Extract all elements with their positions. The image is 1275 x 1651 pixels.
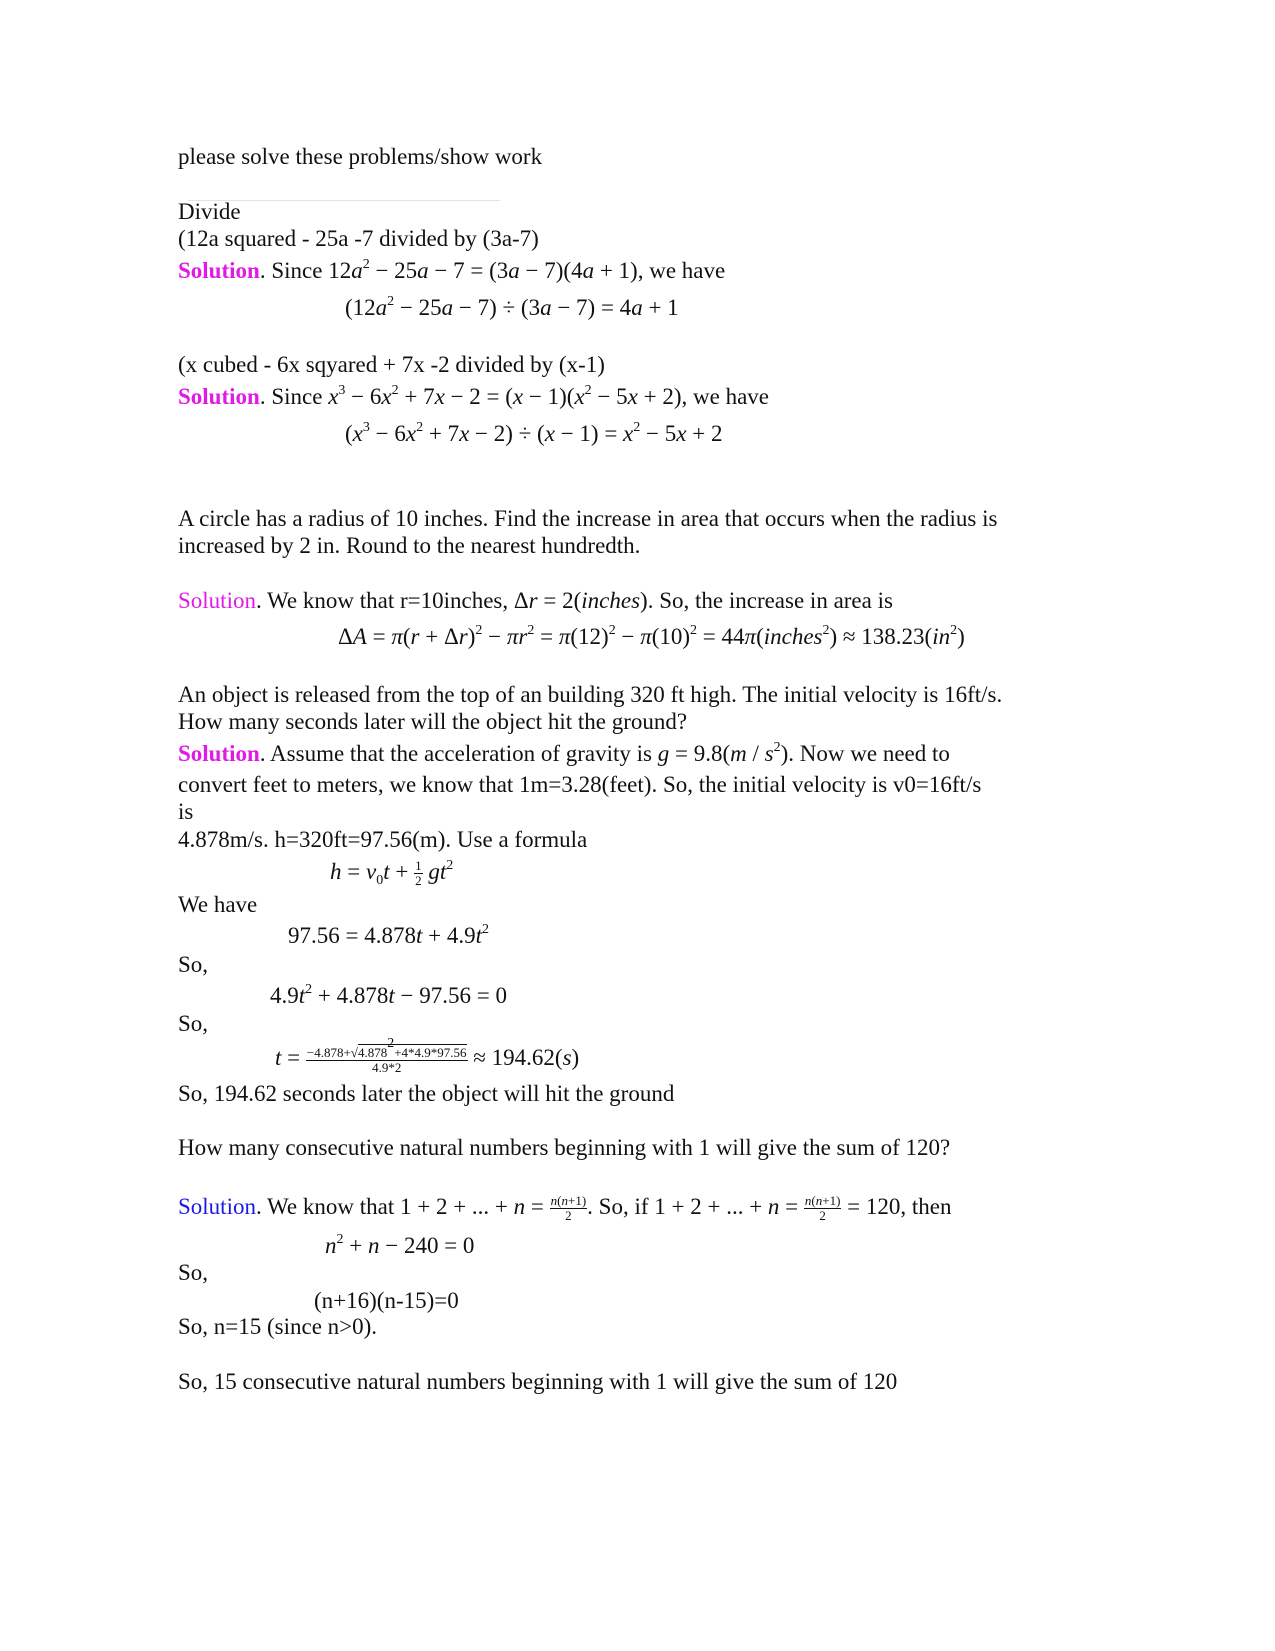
p5-solution-label: Solution [178,1194,256,1219]
p5-so-n: So, n=15 (since n>0). [178,1314,378,1339]
p2-solution-line: Solution. Since $x^3 - 6x^2 + 7x - 2 = (x - 1)(x^2 - 5x + 2)$, we have [178,383,769,409]
p5-conclusion: So, 15 consecutive natural numbers beginning with 1 will give the sum of 120 [178,1369,898,1394]
p5-sum-formula: 1 + 2 + ... + n = $\frac{n(n+1)}{2}$ [399,1193,587,1224]
p4-so-2: So, [178,1011,209,1036]
p4-formula: $h = v_0t$ + $\frac{1}{2}$ $gt^2$ [330,858,454,889]
p2-result-equation: $(x^3 - 6x^2 + 7x - 2) \div (x - 1) = x^2 - 5x + 2$ [345,420,723,446]
p3-delta-r: Δr = 2(inches) [513,588,648,613]
p5-solution-line: Solution. We know that 1 + 2 + ... + n = $\frac{n(n+1)}{2}$ . So, if 1 + 2 + ... + n = $\frac{n(n+1)}{2}$ = 120, then [178,1193,952,1224]
p4-solution-line: Solution. Assume that the acceleration of gravity is $g = 9.8(m / s^2)$. Now we need to [178,740,950,766]
p3-solution-line: Solution. We know that r=10inches, Δr = 2(inches). So, the increase in area is [178,588,893,613]
p3-problem-line2: increased by 2 in. Round to the nearest hundredth. [178,533,641,558]
p1-title: Divide [178,199,241,224]
p3-solution-label: Solution [178,588,256,613]
p4-we-have: We have [178,892,258,917]
p3-problem-line1: A circle has a radius of 10 inches. Find the increase in area that occurs when the radius is [178,506,998,531]
p1-solution-line: Solution. Since $12a^2 - 25a - 7 = (3a - 7)(4a + 1)$, we have [178,257,726,283]
p5-quadratic: $n^2 + n - 240 = 0$ [325,1232,475,1258]
p4-so-1: So, [178,952,209,977]
p2-problem: (x cubed - 6x sqyared + 7x -2 divided by (x-1) [178,352,605,377]
p4-problem-line1: An object is released from the top of an building 320 ft high. The initial velocity is 16ft/s. [178,682,1003,707]
p4-gravity: $g = 9.8(m / s^2)$ [657,740,789,766]
p4-substituted-equation: $97.56 = 4.878t + 4.9t^2$ [288,922,489,948]
p1-solution-label: Solution [178,258,260,283]
p5-so: So, [178,1260,209,1285]
p4-line2: convert feet to meters, we know that 1m=3.28(feet). So, the initial velocity is v0=16ft/s [178,772,982,797]
p4-quadratic-solution: t = $\frac{-4.878+√4.878^2+4*4.9*97.56}{4.9*2}$ ≈ 194.62(s) [275,1036,580,1076]
p5-factored: (n+16)(n-15)=0 [314,1288,459,1313]
page-heading: please solve these problems/show work [178,144,543,169]
p5-problem: How many consecutive natural numbers beginning with 1 will give the sum of 120? [178,1135,951,1160]
p1-problem: (12a squared - 25a -7 divided by (3a-7) [178,226,539,251]
p2-factor-equation: $x^3 - 6x^2 + 7x - 2 = (x - 1)(x^2 - 5x + 2)$ [328,383,682,409]
p4-conclusion: So, 194.62 seconds later the object will hit the ground [178,1081,675,1106]
p4-line4: 4.878m/s. h=320ft=97.56(m). Use a formula [178,827,588,852]
p5-sum-equation: 1 + 2 + ... + n = $\frac{n(n+1)}{2}$ = 120 [654,1193,901,1224]
p4-quadratic-equation: $4.9t^2 + 4.878t - 97.56 = 0$ [270,982,507,1008]
p4-solution-label: Solution [178,741,260,766]
p3-area-equation: $\Delta A = \pi(r + \Delta r)^2 - \pi r^2 = \pi(12)^2 - \pi(10)^2$ = 44π(inches$^2$) ≈ $138.23(in^2)$ [338,623,965,649]
p4-problem-line2: How many seconds later will the object hit the ground? [178,709,688,734]
p1-factor-equation: $12a^2 - 25a - 7 = (3a - 7)(4a + 1)$ [328,257,638,283]
p1-result-equation: $(12a^2 - 25a - 7) \div (3a - 7) = 4a + 1$ [345,294,679,320]
p2-solution-label: Solution [178,384,260,409]
p4-line3: is [178,799,194,824]
